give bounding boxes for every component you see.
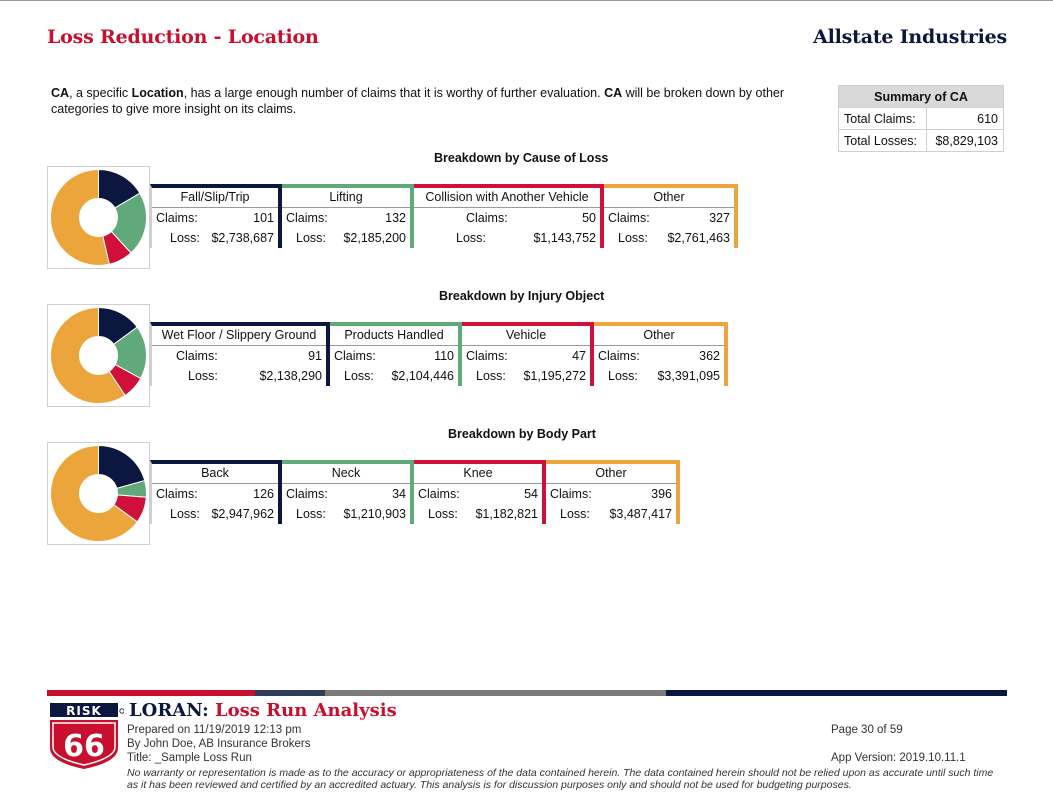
intro-text-1: , a specific [69, 86, 132, 100]
intro-paragraph [51, 85, 821, 117]
claims-value: 132 [385, 211, 406, 225]
category-name: Back [152, 464, 278, 484]
summary-losses-value: $8,829,103 [926, 130, 1003, 152]
loss-label: Loss: [296, 507, 326, 521]
category-name: Other [594, 326, 724, 346]
category-name: Knee [414, 464, 542, 484]
page-title: Loss Reduction - Location [47, 26, 319, 48]
claims-value: 362 [699, 349, 720, 363]
section-title-cause: Breakdown by Cause of Loss [434, 151, 609, 165]
svg-text:66: 66 [63, 729, 105, 764]
claims-label: Claims: [466, 349, 508, 363]
footer-bar-slate [255, 690, 325, 696]
loss-value: $1,195,272 [523, 369, 586, 383]
claims-value: 34 [392, 487, 406, 501]
loss-value: $1,210,903 [343, 507, 406, 521]
loss-value: $2,185,200 [343, 231, 406, 245]
category-cell [282, 460, 414, 524]
category-name: Products Handled [330, 326, 458, 346]
claims-value: 327 [709, 211, 730, 225]
donut-chart-body [47, 442, 150, 545]
summary-claims-value: 610 [926, 108, 1003, 130]
category-cell [414, 460, 546, 524]
category-cell [462, 322, 594, 386]
category-table-injury [150, 322, 728, 386]
loss-value: $2,947,962 [211, 507, 274, 521]
category-cell [150, 184, 282, 248]
disclaimer: No warranty or representation is made as to the accuracy or appropriateness of the data contained herein. The data contained herein should not be relied upon as accurate until such time as it has been reviewed and certified by an accredited actuary. This analysis is for discussion purposes only and should not be used for budgeting purposes. [127, 767, 994, 791]
loss-label: Loss: [170, 507, 200, 521]
footer-bar-red [47, 690, 255, 696]
prepared-by: By John Doe, AB Insurance Brokers [127, 738, 311, 750]
section-title-injury: Breakdown by Injury Object [439, 289, 605, 303]
claims-value: 47 [572, 349, 586, 363]
claims-value: 101 [253, 211, 274, 225]
location-name-2: CA [604, 86, 623, 100]
category-cell [604, 184, 738, 248]
loss-label: Loss: [188, 369, 218, 383]
footer-bar-navy [666, 690, 1007, 696]
prepared-date: Prepared on 11/19/2019 12:13 pm [127, 724, 302, 736]
category-name: Collision with Another Vehicle [414, 188, 600, 208]
loss-label: Loss: [428, 507, 458, 521]
claims-label: Claims: [334, 349, 376, 363]
claims-label: Claims: [176, 349, 218, 363]
category-cell [150, 322, 330, 386]
claims-label: Claims: [598, 349, 640, 363]
loss-value: $1,143,752 [533, 231, 596, 245]
risk66-logo [46, 700, 124, 770]
loss-label: Loss: [296, 231, 326, 245]
loss-label: Loss: [560, 507, 590, 521]
claims-value: 91 [308, 349, 322, 363]
loss-label: Loss: [476, 369, 506, 383]
donut-svg-body [48, 443, 149, 544]
category-cell [594, 322, 728, 386]
claims-label: Claims: [418, 487, 460, 501]
app-version: App Version: 2019.10.11.1 [831, 752, 966, 764]
category-cell [414, 184, 604, 248]
donut-slice-back [99, 446, 145, 489]
category-cell [282, 184, 414, 248]
category-table-body [150, 460, 680, 524]
brand-title [129, 700, 397, 721]
category-cell [150, 460, 282, 524]
claims-value: 110 [434, 349, 454, 363]
category-name: Other [604, 188, 734, 208]
donut-svg-cause [48, 167, 149, 268]
loss-value: $2,761,463 [667, 231, 730, 245]
category-name: Fall/Slip/Trip [152, 188, 278, 208]
category-name: Other [546, 464, 676, 484]
claims-label: Claims: [286, 487, 328, 501]
report-title: Title: _Sample Loss Run [127, 752, 252, 764]
brand-loran: LORAN: [129, 700, 209, 721]
claims-value: 396 [651, 487, 672, 501]
category-table-cause [150, 184, 738, 248]
loss-label: Loss: [344, 369, 374, 383]
summary-claims-label: Total Claims: [839, 108, 927, 130]
intro-text-3: will be broken down by other categories to give more insight on its claims. [51, 86, 785, 116]
loss-label: Loss: [608, 369, 638, 383]
donut-chart-cause [47, 166, 150, 269]
svg-text:RISK: RISK [66, 704, 102, 718]
category-name: Wet Floor / Slippery Ground [152, 326, 326, 346]
company-name: Allstate Industries [813, 26, 1007, 48]
summary-losses-label: Total Losses: [839, 130, 927, 152]
intro-text-2: , has a large enough number of claims that it is worthy of further evaluation. [183, 86, 605, 100]
loss-value: $2,738,687 [211, 231, 274, 245]
summary-table [838, 85, 1004, 152]
loss-label: Loss: [456, 231, 486, 245]
claims-label: Claims: [608, 211, 650, 225]
brand-subtitle: Loss Run Analysis [208, 700, 397, 721]
category-name: Lifting [282, 188, 410, 208]
donut-svg-injury [48, 305, 149, 406]
top-rule [0, 0, 1053, 1]
claims-value: 126 [253, 487, 274, 501]
summary-title: Summary of CA [839, 86, 1004, 108]
claims-value: 50 [582, 211, 596, 225]
page-number: Page 30 of 59 [831, 724, 903, 736]
footer-bar-gray [325, 690, 666, 696]
loss-value: $1,182,821 [475, 507, 538, 521]
loss-value: $2,138,290 [259, 369, 322, 383]
claims-label: Claims: [286, 211, 328, 225]
claims-label: Claims: [156, 211, 198, 225]
category-name: Neck [282, 464, 410, 484]
loss-label: Loss: [170, 231, 200, 245]
category-cell [330, 322, 462, 386]
category-cell [546, 460, 680, 524]
location-word: Location [131, 86, 184, 100]
loss-value: $3,487,417 [609, 507, 672, 521]
category-name: Vehicle [462, 326, 590, 346]
donut-chart-injury [47, 304, 150, 407]
claims-label: Claims: [466, 211, 508, 225]
loss-value: $2,104,446 [391, 369, 454, 383]
loss-value: $3,391,095 [657, 369, 720, 383]
claims-label: Claims: [156, 487, 198, 501]
section-title-body: Breakdown by Body Part [448, 427, 596, 441]
location-name: CA [51, 86, 70, 100]
loss-label: Loss: [618, 231, 648, 245]
claims-label: Claims: [550, 487, 592, 501]
claims-value: 54 [524, 487, 538, 501]
